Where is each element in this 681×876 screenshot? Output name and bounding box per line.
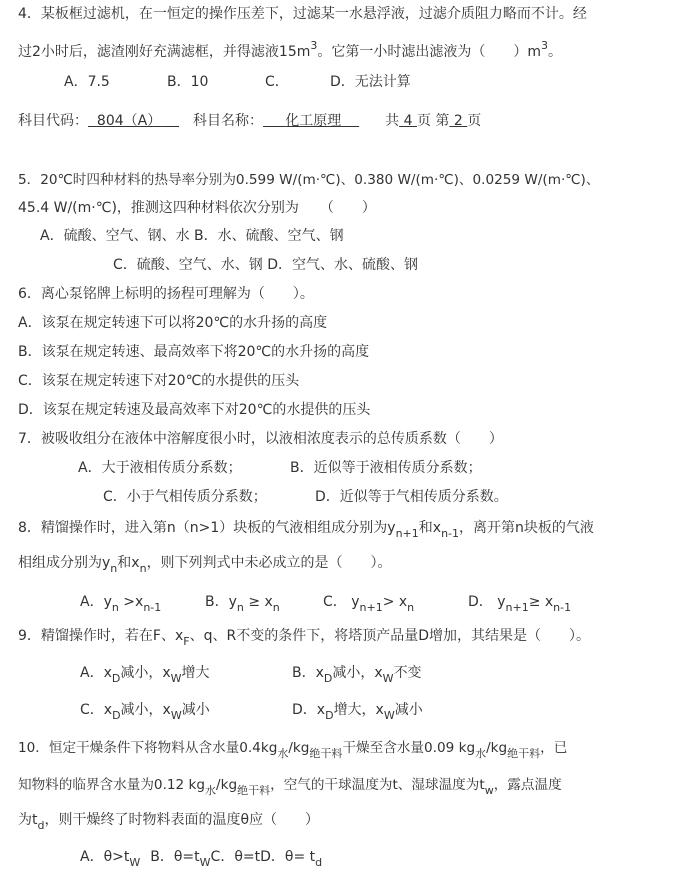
q6-option-c: C．该泵在规定转速下对20℃的水提供的压头	[18, 373, 300, 389]
q7-stem: 7．被吸收组分在液体中溶解度很小时，以液相浓度表示的总传质系数（ ）	[18, 431, 503, 447]
pages-total-pre: 共	[385, 113, 400, 129]
pages-current-value: 2	[453, 113, 463, 129]
q10-option-cd: C．θ=tD．$\theta= t_d$	[210, 849, 323, 869]
q10-options	[80, 847, 322, 867]
q9-option-a: A．$x_D$减小，$x_W$增大	[80, 665, 210, 685]
subject-code-label: 科目代码：	[18, 113, 88, 129]
q9-stem: 9．精馏操作时，若在F、$x_F$、q、R不变的条件下，将塔顶产品量D增加，其结果是（ ）。	[18, 628, 590, 648]
q4-line-2	[18, 39, 562, 62]
q9-option-d: D．$x_D$增大，$x_W$减小	[292, 702, 423, 722]
subject-code-value: 804（A）	[96, 113, 162, 129]
q7-option-b: B．近似等于液相传质分系数；	[290, 460, 482, 476]
q4-sup-1: 3	[310, 39, 318, 52]
q9-option-c: C．$x_D$减小，$x_W$减小	[80, 702, 210, 722]
q4-line-1: 4．某板框过滤机，在一恒定的操作压差下，过滤某一水悬浮液，过滤介质阻力略而不计。经	[18, 6, 587, 22]
q10-option-a: A．$\theta>t_W$	[80, 849, 141, 869]
q9-option-b: B．$x_D$减小，$x_W$不变	[292, 665, 422, 685]
q7-option-c: C．小于气相传质分系数；	[103, 489, 267, 505]
q7-option-d: D．近似等于气相传质分系数。	[315, 489, 508, 505]
q5-line-1: 5．20℃时四种材料的热导率分别为0.599 W/(m·℃)、0.380 W/(m·℃)、0.0259 W/(m·℃)、	[18, 172, 600, 188]
q8-option-d: D． $y_{n+1}\ge x_{n-1}$	[468, 594, 572, 614]
q5-line-2: 45.4 W/(m·℃)，推测这四种材料依次分别为 （ ）	[18, 200, 376, 216]
q8-option-b: B．$y_n \ge x_n$	[205, 594, 280, 614]
subject-name-value: 化工原理	[285, 113, 342, 129]
q10-line-3: 为$t_d$，则干燥终了时物料表面的温度θ应（ ）	[18, 812, 320, 832]
pages-mid: 页 第	[416, 113, 450, 129]
q8-option-c: C． $y_{n+1}> x_n$	[323, 594, 415, 614]
pages-post: 页	[467, 113, 482, 129]
q4-option-d: D．无法计算	[330, 74, 411, 90]
subject-name-label: 科目名称：	[193, 113, 264, 129]
q4-option-a: A．7.5	[64, 74, 110, 90]
q8-line-2: 相组成分别为$y_n$和$x_n$，则下列判式中未必成立的是（ ）。	[18, 555, 392, 575]
q4-option-b: B．10	[167, 74, 209, 90]
pages-total-value: 4	[403, 113, 413, 129]
q6-stem: 6．离心泵铭牌上标明的扬程可理解为（ ）。	[18, 286, 314, 302]
q4-text-c: 。	[548, 44, 562, 60]
q10-line-2: 知物料的临界含水量为0.12 $kg_水/kg_{绝干料}$，空气的干球温度为t、湿球温度为$t_w$，露点温度	[18, 777, 562, 797]
q6-option-a: A．该泵在规定转速下可以将20℃的水升扬的高度	[18, 315, 328, 331]
q8-line-1: 8．精馏操作时，进入第n（n>1）块板的气液相组成分别为$y_{n+1}$和$x_{n-1}$，离开第n块板的气液	[18, 520, 594, 540]
exam-header-line	[18, 111, 481, 131]
q4-option-c: C．	[265, 74, 289, 90]
q10-option-b: B．$\theta=t_W$	[150, 849, 211, 869]
q4-text-a: 过2小时后，滤渣刚好充满滤框，并得滤液15m	[18, 44, 311, 60]
q6-option-d: D．该泵在规定转速及最高效率下对20℃的水提供的压头	[18, 402, 371, 418]
q4-sup-2: 3	[541, 39, 548, 52]
q6-option-b: B．该泵在规定转速、最高效率下将20℃的水升扬的高度	[18, 344, 370, 360]
q8-option-a: A．$y_n >x_{n-1}$	[80, 594, 162, 614]
q10-line-1: 10．恒定干燥条件下将物料从含水量$0.4kg_水/kg_{绝干料}$干燥至含水量0.09 $kg_水/kg_{绝干料}$，已	[18, 740, 568, 760]
q5-options-ab: A．硫酸、空气、钢、水 B．水、硫酸、空气、钢	[40, 228, 344, 244]
q5-options-cd: C．硫酸、空气、水、钢 D．空气、水、硫酸、钢	[113, 257, 419, 273]
q4-text-b: 。它第一小时滤出滤液为（ ）m	[317, 44, 541, 60]
q7-option-a: A．大于液相传质分系数；	[78, 460, 242, 476]
